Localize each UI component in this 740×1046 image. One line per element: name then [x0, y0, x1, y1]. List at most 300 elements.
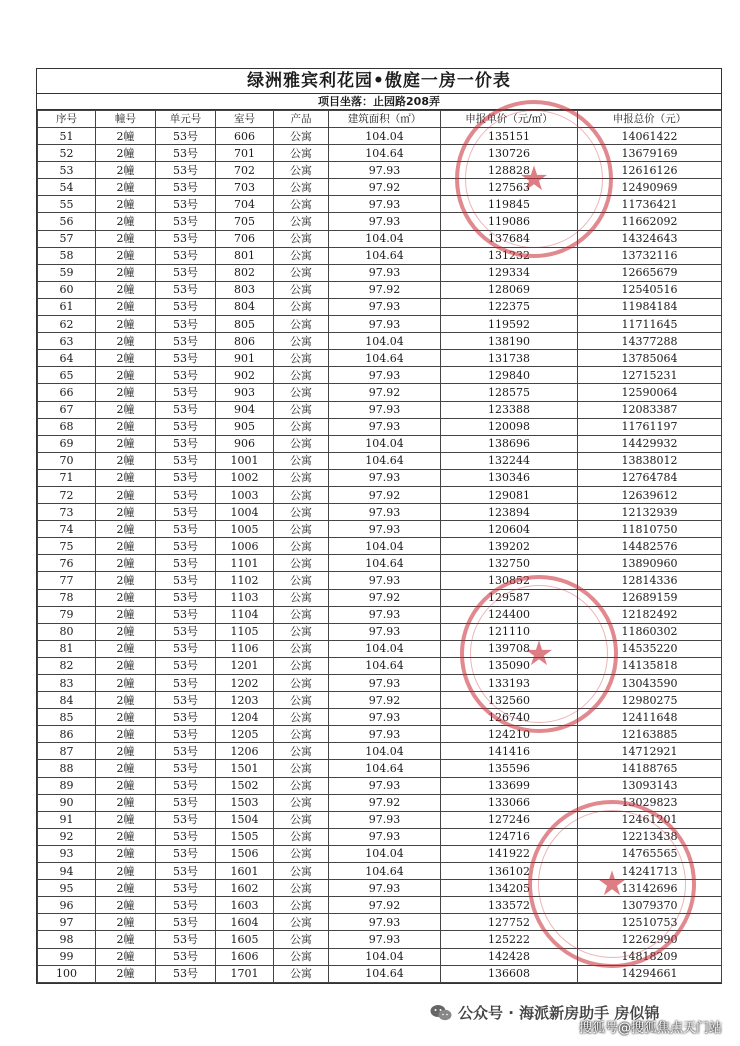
total-price: 14294661	[578, 965, 722, 982]
row-index: 71	[38, 469, 96, 486]
unit-price: 129081	[441, 486, 578, 503]
floor-area: 97.93	[329, 828, 441, 845]
room-no: 905	[216, 418, 274, 435]
unit-price: 133193	[441, 675, 578, 692]
building-no: 2幢	[96, 213, 156, 230]
building-no: 2幢	[96, 623, 156, 640]
row-index: 76	[38, 555, 96, 572]
total-price: 11810750	[578, 521, 722, 538]
building-no: 2幢	[96, 948, 156, 965]
total-price: 12083387	[578, 401, 722, 418]
room-no: 1106	[216, 640, 274, 657]
header-area: 建筑面积（㎡）	[329, 111, 441, 128]
header-room: 室号	[216, 111, 274, 128]
floor-area: 97.93	[329, 418, 441, 435]
product-type: 公寓	[274, 264, 329, 281]
row-index: 60	[38, 281, 96, 298]
building-no: 2幢	[96, 128, 156, 145]
building-no: 2幢	[96, 606, 156, 623]
unit-price: 135151	[441, 128, 578, 145]
table-row	[38, 555, 722, 572]
row-index: 96	[38, 897, 96, 914]
building-no: 2幢	[96, 931, 156, 948]
building-no: 2幢	[96, 384, 156, 401]
unit-price: 127246	[441, 811, 578, 828]
floor-area: 97.93	[329, 880, 441, 897]
unit-price: 133572	[441, 897, 578, 914]
product-type: 公寓	[274, 384, 329, 401]
building-no: 2幢	[96, 316, 156, 333]
total-price: 14241713	[578, 863, 722, 880]
building-no: 2幢	[96, 675, 156, 692]
total-price: 14482576	[578, 538, 722, 555]
product-type: 公寓	[274, 145, 329, 162]
header-total-price: 申报总价（元）	[578, 111, 722, 128]
table-row	[38, 435, 722, 452]
product-type: 公寓	[274, 897, 329, 914]
row-index: 82	[38, 657, 96, 674]
total-price: 12182492	[578, 606, 722, 623]
floor-area: 97.93	[329, 914, 441, 931]
product-type: 公寓	[274, 281, 329, 298]
building-no: 2幢	[96, 435, 156, 452]
unit-price: 136608	[441, 965, 578, 982]
unit-no: 53号	[156, 657, 216, 674]
header-building: 幢号	[96, 111, 156, 128]
building-no: 2幢	[96, 418, 156, 435]
table-row	[38, 230, 722, 247]
room-no: 1105	[216, 623, 274, 640]
floor-area: 97.93	[329, 469, 441, 486]
unit-no: 53号	[156, 555, 216, 572]
total-price: 12213438	[578, 828, 722, 845]
table-row	[38, 726, 722, 743]
unit-price: 123894	[441, 504, 578, 521]
floor-area: 97.92	[329, 794, 441, 811]
product-type: 公寓	[274, 298, 329, 315]
room-no: 1505	[216, 828, 274, 845]
unit-price: 128069	[441, 281, 578, 298]
row-index: 72	[38, 486, 96, 503]
total-price: 12689159	[578, 589, 722, 606]
floor-area: 104.04	[329, 640, 441, 657]
product-type: 公寓	[274, 486, 329, 503]
unit-price: 119845	[441, 196, 578, 213]
unit-price: 120098	[441, 418, 578, 435]
building-no: 2幢	[96, 452, 156, 469]
unit-price: 133699	[441, 777, 578, 794]
price-table-sheet	[36, 68, 722, 984]
unit-price: 128828	[441, 162, 578, 179]
row-index: 84	[38, 692, 96, 709]
unit-price: 132560	[441, 692, 578, 709]
table-row	[38, 384, 722, 401]
unit-no: 53号	[156, 521, 216, 538]
table-row	[38, 418, 722, 435]
unit-no: 53号	[156, 196, 216, 213]
table-row	[38, 538, 722, 555]
product-type: 公寓	[274, 811, 329, 828]
unit-no: 53号	[156, 726, 216, 743]
floor-area: 104.64	[329, 145, 441, 162]
row-index: 65	[38, 367, 96, 384]
product-type: 公寓	[274, 863, 329, 880]
room-no: 804	[216, 298, 274, 315]
table-row	[38, 179, 722, 196]
product-type: 公寓	[274, 435, 329, 452]
total-price: 13079370	[578, 897, 722, 914]
total-price: 14061422	[578, 128, 722, 145]
building-no: 2幢	[96, 692, 156, 709]
total-price: 11984184	[578, 298, 722, 315]
unit-price: 135596	[441, 760, 578, 777]
row-index: 93	[38, 845, 96, 862]
unit-no: 53号	[156, 384, 216, 401]
unit-no: 53号	[156, 675, 216, 692]
building-no: 2幢	[96, 863, 156, 880]
product-type: 公寓	[274, 640, 329, 657]
row-index: 57	[38, 230, 96, 247]
product-type: 公寓	[274, 692, 329, 709]
row-index: 80	[38, 623, 96, 640]
building-no: 2幢	[96, 828, 156, 845]
building-no: 2幢	[96, 486, 156, 503]
total-price: 14712921	[578, 743, 722, 760]
product-type: 公寓	[274, 504, 329, 521]
building-no: 2幢	[96, 880, 156, 897]
floor-area: 97.93	[329, 504, 441, 521]
floor-area: 104.04	[329, 743, 441, 760]
building-no: 2幢	[96, 469, 156, 486]
unit-price: 124716	[441, 828, 578, 845]
product-type: 公寓	[274, 726, 329, 743]
unit-no: 53号	[156, 179, 216, 196]
room-no: 1001	[216, 452, 274, 469]
product-type: 公寓	[274, 162, 329, 179]
row-index: 79	[38, 606, 96, 623]
total-price: 12665679	[578, 264, 722, 281]
floor-area: 97.93	[329, 367, 441, 384]
total-price: 11761197	[578, 418, 722, 435]
unit-price: 125222	[441, 931, 578, 948]
unit-no: 53号	[156, 914, 216, 931]
building-no: 2幢	[96, 845, 156, 862]
building-no: 2幢	[96, 196, 156, 213]
unit-no: 53号	[156, 401, 216, 418]
unit-no: 53号	[156, 333, 216, 350]
total-price: 14324643	[578, 230, 722, 247]
product-type: 公寓	[274, 401, 329, 418]
floor-area: 104.64	[329, 965, 441, 982]
unit-no: 53号	[156, 230, 216, 247]
floor-area: 104.64	[329, 555, 441, 572]
unit-no: 53号	[156, 213, 216, 230]
room-no: 705	[216, 213, 274, 230]
table-row	[38, 264, 722, 281]
floor-area: 97.93	[329, 777, 441, 794]
room-no: 1004	[216, 504, 274, 521]
room-no: 1504	[216, 811, 274, 828]
room-no: 1206	[216, 743, 274, 760]
unit-price: 142428	[441, 948, 578, 965]
total-price: 13093143	[578, 777, 722, 794]
product-type: 公寓	[274, 931, 329, 948]
row-index: 67	[38, 401, 96, 418]
room-no: 1102	[216, 572, 274, 589]
floor-area: 104.04	[329, 538, 441, 555]
total-price: 14429932	[578, 435, 722, 452]
building-no: 2幢	[96, 743, 156, 760]
room-no: 1101	[216, 555, 274, 572]
unit-price: 129587	[441, 589, 578, 606]
floor-area: 97.93	[329, 931, 441, 948]
total-price: 14535220	[578, 640, 722, 657]
row-index: 70	[38, 452, 96, 469]
unit-no: 53号	[156, 828, 216, 845]
room-no: 1603	[216, 897, 274, 914]
product-type: 公寓	[274, 589, 329, 606]
unit-no: 53号	[156, 811, 216, 828]
unit-no: 53号	[156, 298, 216, 315]
unit-price: 129840	[441, 367, 578, 384]
unit-no: 53号	[156, 777, 216, 794]
room-no: 901	[216, 350, 274, 367]
row-index: 64	[38, 350, 96, 367]
unit-no: 53号	[156, 794, 216, 811]
unit-price: 139202	[441, 538, 578, 555]
seal-star-icon: ★	[518, 159, 550, 199]
unit-no: 53号	[156, 486, 216, 503]
total-price: 13029823	[578, 794, 722, 811]
room-no: 806	[216, 333, 274, 350]
row-index: 92	[38, 828, 96, 845]
unit-price: 131738	[441, 350, 578, 367]
unit-no: 53号	[156, 162, 216, 179]
room-no: 1606	[216, 948, 274, 965]
building-no: 2幢	[96, 640, 156, 657]
total-price: 12163885	[578, 726, 722, 743]
floor-area: 104.64	[329, 247, 441, 264]
unit-price: 119592	[441, 316, 578, 333]
room-no: 1605	[216, 931, 274, 948]
room-no: 902	[216, 367, 274, 384]
table-row	[38, 247, 722, 264]
header-unit: 单元号	[156, 111, 216, 128]
building-no: 2幢	[96, 230, 156, 247]
total-price: 14188765	[578, 760, 722, 777]
floor-area: 97.93	[329, 316, 441, 333]
room-no: 1005	[216, 521, 274, 538]
floor-area: 97.93	[329, 196, 441, 213]
row-index: 62	[38, 316, 96, 333]
row-index: 53	[38, 162, 96, 179]
room-no: 1103	[216, 589, 274, 606]
table-row	[38, 914, 722, 931]
row-index: 90	[38, 794, 96, 811]
price-table	[37, 110, 722, 983]
unit-price: 129334	[441, 264, 578, 281]
building-no: 2幢	[96, 897, 156, 914]
room-no: 1701	[216, 965, 274, 982]
unit-no: 53号	[156, 965, 216, 982]
unit-no: 53号	[156, 418, 216, 435]
table-row	[38, 367, 722, 384]
floor-area: 104.64	[329, 350, 441, 367]
total-price: 12590064	[578, 384, 722, 401]
table-row	[38, 777, 722, 794]
room-no: 706	[216, 230, 274, 247]
product-type: 公寓	[274, 948, 329, 965]
building-no: 2幢	[96, 401, 156, 418]
room-no: 1202	[216, 675, 274, 692]
room-no: 906	[216, 435, 274, 452]
unit-no: 53号	[156, 623, 216, 640]
row-index: 81	[38, 640, 96, 657]
row-index: 85	[38, 709, 96, 726]
table-row	[38, 572, 722, 589]
total-price: 12132939	[578, 504, 722, 521]
building-no: 2幢	[96, 504, 156, 521]
product-type: 公寓	[274, 965, 329, 982]
total-price: 13043590	[578, 675, 722, 692]
unit-price: 134205	[441, 880, 578, 897]
room-no: 1104	[216, 606, 274, 623]
table-row	[38, 606, 722, 623]
product-type: 公寓	[274, 316, 329, 333]
floor-area: 97.93	[329, 811, 441, 828]
row-index: 89	[38, 777, 96, 794]
building-no: 2幢	[96, 914, 156, 931]
building-no: 2幢	[96, 555, 156, 572]
building-no: 2幢	[96, 760, 156, 777]
total-price: 13838012	[578, 452, 722, 469]
unit-no: 53号	[156, 692, 216, 709]
total-price: 12639612	[578, 486, 722, 503]
total-price: 11662092	[578, 213, 722, 230]
unit-price: 131232	[441, 247, 578, 264]
product-type: 公寓	[274, 777, 329, 794]
unit-price: 130726	[441, 145, 578, 162]
floor-area: 104.04	[329, 948, 441, 965]
unit-no: 53号	[156, 247, 216, 264]
building-no: 2幢	[96, 709, 156, 726]
row-index: 78	[38, 589, 96, 606]
table-row	[38, 640, 722, 657]
product-type: 公寓	[274, 606, 329, 623]
unit-no: 53号	[156, 760, 216, 777]
row-index: 55	[38, 196, 96, 213]
table-row	[38, 880, 722, 897]
product-type: 公寓	[274, 418, 329, 435]
room-no: 803	[216, 281, 274, 298]
floor-area: 97.92	[329, 486, 441, 503]
building-no: 2幢	[96, 281, 156, 298]
sohu-watermark: 搜狐号@搜狐焦点天门站	[578, 1021, 722, 1036]
wechat-account-name: 公众号 · 海派新房助手 房似锦	[458, 1004, 660, 1022]
row-index: 51	[38, 128, 96, 145]
seal-star-icon: ★	[523, 634, 555, 674]
room-no: 1604	[216, 914, 274, 931]
product-type: 公寓	[274, 828, 329, 845]
row-index: 73	[38, 504, 96, 521]
row-index: 52	[38, 145, 96, 162]
building-no: 2幢	[96, 162, 156, 179]
room-no: 801	[216, 247, 274, 264]
product-type: 公寓	[274, 572, 329, 589]
floor-area: 97.92	[329, 281, 441, 298]
total-price: 12461201	[578, 811, 722, 828]
total-price: 14135818	[578, 657, 722, 674]
product-type: 公寓	[274, 914, 329, 931]
row-index: 54	[38, 179, 96, 196]
building-no: 2幢	[96, 811, 156, 828]
unit-price: 122375	[441, 298, 578, 315]
row-index: 83	[38, 675, 96, 692]
product-type: 公寓	[274, 230, 329, 247]
row-index: 94	[38, 863, 96, 880]
total-price: 13890960	[578, 555, 722, 572]
table-row	[38, 333, 722, 350]
building-no: 2幢	[96, 726, 156, 743]
building-no: 2幢	[96, 657, 156, 674]
unit-no: 53号	[156, 640, 216, 657]
table-row	[38, 452, 722, 469]
unit-price: 141416	[441, 743, 578, 760]
product-type: 公寓	[274, 521, 329, 538]
table-row	[38, 794, 722, 811]
unit-price: 132244	[441, 452, 578, 469]
row-index: 59	[38, 264, 96, 281]
room-no: 704	[216, 196, 274, 213]
product-type: 公寓	[274, 196, 329, 213]
table-row	[38, 298, 722, 315]
table-row	[38, 486, 722, 503]
room-no: 904	[216, 401, 274, 418]
room-no: 1503	[216, 794, 274, 811]
row-index: 66	[38, 384, 96, 401]
unit-no: 53号	[156, 316, 216, 333]
row-index: 87	[38, 743, 96, 760]
building-no: 2幢	[96, 794, 156, 811]
row-index: 88	[38, 760, 96, 777]
building-no: 2幢	[96, 367, 156, 384]
total-price: 11736421	[578, 196, 722, 213]
floor-area: 97.93	[329, 213, 441, 230]
floor-area: 97.93	[329, 623, 441, 640]
table-row	[38, 760, 722, 777]
row-index: 97	[38, 914, 96, 931]
product-type: 公寓	[274, 333, 329, 350]
product-type: 公寓	[274, 760, 329, 777]
unit-price: 137684	[441, 230, 578, 247]
unit-no: 53号	[156, 367, 216, 384]
product-type: 公寓	[274, 845, 329, 862]
floor-area: 104.64	[329, 657, 441, 674]
floor-area: 97.93	[329, 709, 441, 726]
footer-watermark	[430, 1000, 730, 1034]
unit-no: 53号	[156, 863, 216, 880]
product-type: 公寓	[274, 469, 329, 486]
room-no: 1506	[216, 845, 274, 862]
room-no: 1501	[216, 760, 274, 777]
floor-area: 104.04	[329, 845, 441, 862]
unit-price: 126740	[441, 709, 578, 726]
table-row	[38, 469, 722, 486]
total-price: 14818209	[578, 948, 722, 965]
room-no: 1205	[216, 726, 274, 743]
unit-no: 53号	[156, 538, 216, 555]
floor-area: 97.93	[329, 264, 441, 281]
